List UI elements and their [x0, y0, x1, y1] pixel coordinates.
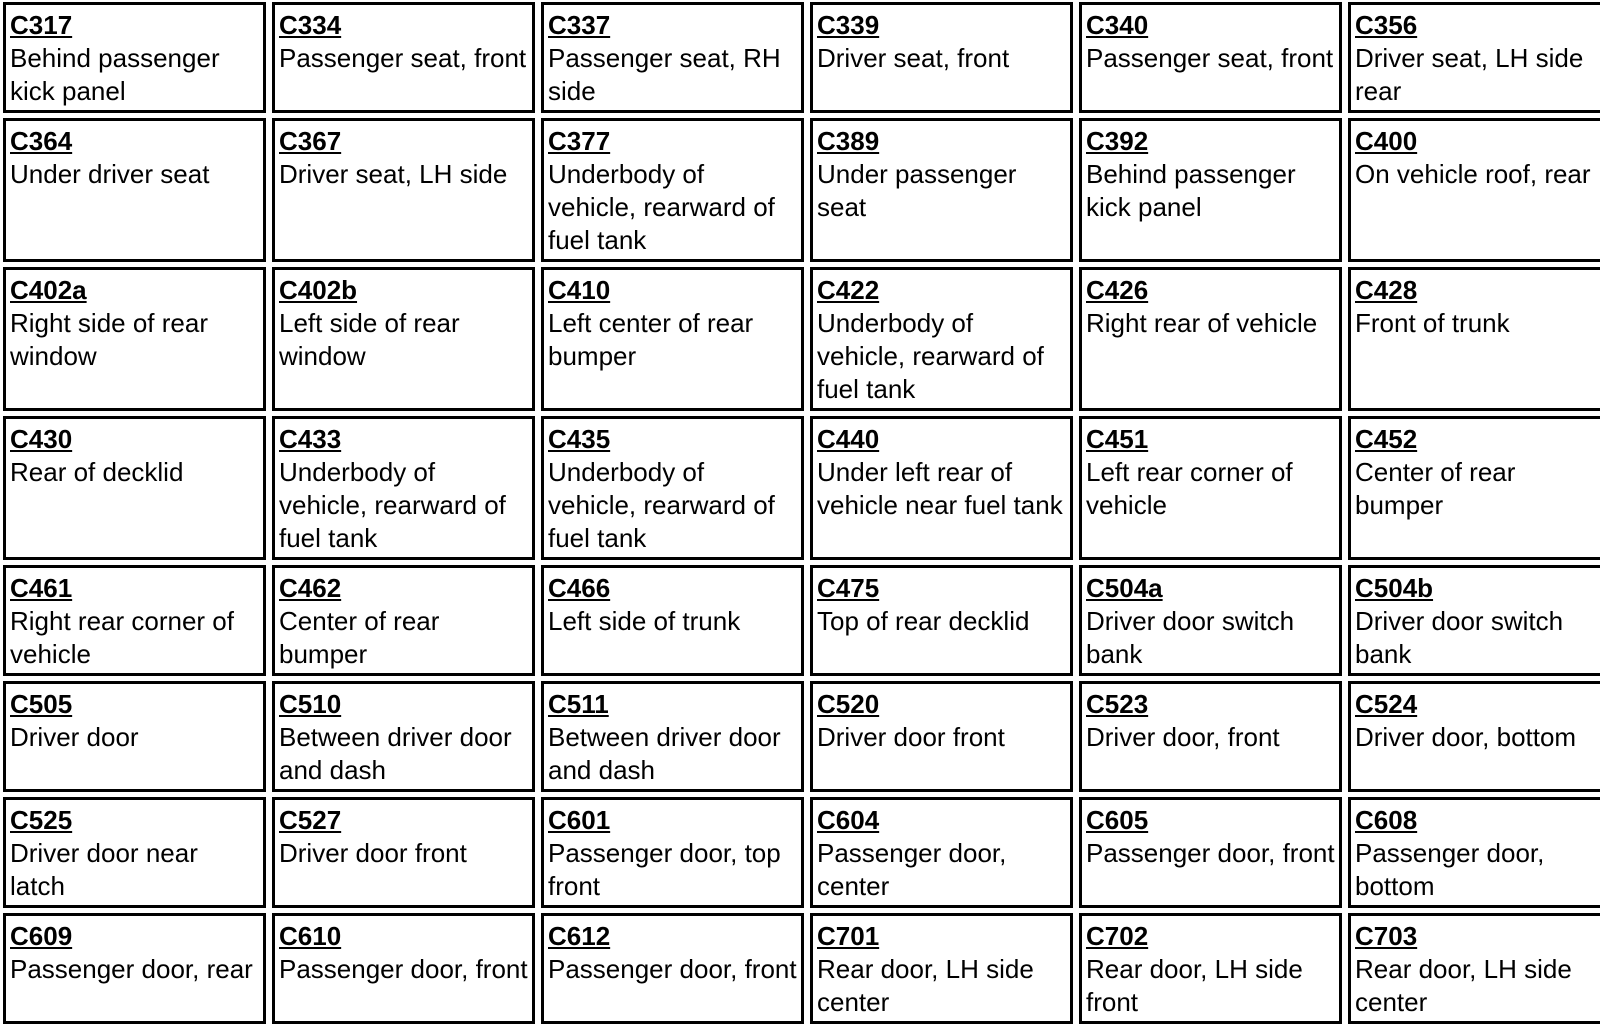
- connector-location: Passenger door, bottom: [1355, 838, 1545, 901]
- table-row: [3, 681, 1600, 792]
- connector-code: C452: [1355, 424, 1418, 454]
- connector-cell: [541, 797, 804, 908]
- connector-location: Passenger door, rear: [10, 954, 253, 984]
- connector-cell: [1348, 797, 1600, 908]
- connector-cell: [1348, 267, 1600, 411]
- connector-cell: [541, 2, 804, 113]
- connector-location: Between driver door and dash: [279, 722, 512, 785]
- connector-cell: [3, 118, 266, 262]
- connector-cell: [1348, 565, 1600, 676]
- connector-code: C377: [548, 126, 611, 156]
- connector-location: Driver seat, LH side rear: [1355, 43, 1584, 106]
- connector-cell: [541, 681, 804, 792]
- connector-cell: [1079, 565, 1342, 676]
- connector-code: C430: [10, 424, 73, 454]
- connector-cell: [810, 118, 1073, 262]
- connector-cell: [810, 2, 1073, 113]
- connector-location: Driver door, bottom: [1355, 722, 1577, 752]
- connector-code: C435: [548, 424, 611, 454]
- connector-location: Underbody of vehicle, rearward of fuel tank: [279, 457, 506, 553]
- connector-code: C510: [279, 689, 342, 719]
- connector-code: C402b: [279, 275, 358, 305]
- connector-code: C462: [279, 573, 342, 603]
- connector-cell: [1079, 2, 1342, 113]
- connector-code: C504a: [1086, 573, 1163, 603]
- connector-location: Rear of decklid: [10, 457, 184, 487]
- connector-code: C505: [10, 689, 73, 719]
- connector-cell: [272, 797, 535, 908]
- connector-code: C608: [1355, 805, 1418, 835]
- connector-cell: [3, 267, 266, 411]
- connector-cell: [3, 416, 266, 560]
- connector-code: C364: [10, 126, 73, 156]
- connector-cell: [272, 913, 535, 1024]
- connector-code: C356: [1355, 10, 1418, 40]
- connector-location: Underbody of vehicle, rearward of fuel tank: [817, 308, 1044, 404]
- connector-location: Passenger door, front: [548, 954, 797, 984]
- connector-cell: [1079, 118, 1342, 262]
- connector-location: Right rear corner of vehicle: [10, 606, 234, 669]
- connector-location: Between driver door and dash: [548, 722, 781, 785]
- connector-location: Driver door switch bank: [1355, 606, 1564, 669]
- connector-location: Left rear corner of vehicle: [1086, 457, 1293, 520]
- connector-cell: [810, 267, 1073, 411]
- connector-code: C426: [1086, 275, 1149, 305]
- table-row: [3, 416, 1600, 560]
- connector-cell: [3, 681, 266, 792]
- connector-cell: [810, 797, 1073, 908]
- connector-code: C523: [1086, 689, 1149, 719]
- table-row: [3, 267, 1600, 411]
- connector-cell: [1348, 913, 1600, 1024]
- connector-code: C525: [10, 805, 73, 835]
- connector-cell: [272, 267, 535, 411]
- connector-cell: [3, 2, 266, 113]
- connector-cell: [3, 797, 266, 908]
- connector-location: Driver door switch bank: [1086, 606, 1295, 669]
- connector-location: Behind passenger kick panel: [10, 43, 220, 106]
- connector-location: Passenger door, center: [817, 838, 1007, 901]
- connector-cell: [1348, 416, 1600, 560]
- connector-code: C466: [548, 573, 611, 603]
- connector-location: On vehicle roof, rear: [1355, 159, 1591, 189]
- connector-location: Under left rear of vehicle near fuel tank: [817, 457, 1063, 520]
- connector-location: Passenger door, top front: [548, 838, 781, 901]
- connector-code: C400: [1355, 126, 1418, 156]
- connector-code: C334: [279, 10, 342, 40]
- connector-location: Passenger seat, RH side: [548, 43, 781, 106]
- connector-code: C402a: [10, 275, 87, 305]
- connector-code: C605: [1086, 805, 1149, 835]
- connector-location: Driver door front: [817, 722, 1005, 752]
- connector-code: C337: [548, 10, 611, 40]
- connector-cell: [1348, 2, 1600, 113]
- connector-location: Driver seat, front: [817, 43, 1010, 73]
- connector-location: Underbody of vehicle, rearward of fuel tank: [548, 159, 775, 255]
- connector-code: C604: [817, 805, 880, 835]
- connector-code: C701: [817, 921, 880, 951]
- connector-code: C527: [279, 805, 342, 835]
- table-row: [3, 2, 1600, 113]
- connector-location: Under passenger seat: [817, 159, 1017, 222]
- connector-location: Left center of rear bumper: [548, 308, 754, 371]
- connector-cell: [272, 2, 535, 113]
- connector-code: C339: [817, 10, 880, 40]
- connector-code: C428: [1355, 275, 1418, 305]
- connector-cell: [272, 416, 535, 560]
- connector-code: C703: [1355, 921, 1418, 951]
- connector-code: C511: [548, 689, 609, 719]
- connector-code: C340: [1086, 10, 1149, 40]
- connector-code: C440: [817, 424, 880, 454]
- connector-code: C610: [279, 921, 342, 951]
- connector-cell: [1079, 416, 1342, 560]
- connector-location: Driver door front: [279, 838, 467, 868]
- connector-code: C520: [817, 689, 880, 719]
- connector-cell: [541, 913, 804, 1024]
- connector-cell: [3, 565, 266, 676]
- connector-location: Driver door near latch: [10, 838, 198, 901]
- connector-table-body: [3, 2, 1600, 1024]
- connector-location: Passenger seat, front: [279, 43, 527, 73]
- connector-code: C524: [1355, 689, 1418, 719]
- connector-cell: [810, 416, 1073, 560]
- connector-cell: [3, 913, 266, 1024]
- connector-cell: [272, 565, 535, 676]
- connector-cell: [1348, 118, 1600, 262]
- connector-cell: [272, 118, 535, 262]
- connector-code: C410: [548, 275, 611, 305]
- connector-code: C389: [817, 126, 880, 156]
- connector-cell: [541, 416, 804, 560]
- connector-cell: [541, 118, 804, 262]
- connector-location: Under driver seat: [10, 159, 210, 189]
- connector-location: Center of rear bumper: [1355, 457, 1516, 520]
- connector-code: C609: [10, 921, 73, 951]
- connector-location: Left side of rear window: [279, 308, 460, 371]
- connector-code: C392: [1086, 126, 1149, 156]
- connector-code: C461: [10, 573, 73, 603]
- connector-code: C612: [548, 921, 611, 951]
- connector-location: Rear door, LH side front: [1086, 954, 1303, 1017]
- table-row: [3, 565, 1600, 676]
- connector-cell: [1079, 797, 1342, 908]
- connector-cell: [1079, 267, 1342, 411]
- connector-location: Rear door, LH side center: [817, 954, 1034, 1017]
- connector-code: C317: [10, 10, 73, 40]
- connector-cell: [1079, 913, 1342, 1024]
- connector-cell: [810, 681, 1073, 792]
- connector-cell: [541, 565, 804, 676]
- connector-code: C451: [1086, 424, 1149, 454]
- connector-location: Driver door: [10, 722, 139, 752]
- table-row: [3, 797, 1600, 908]
- connector-location: Left side of trunk: [548, 606, 741, 636]
- connector-code: C504b: [1355, 573, 1434, 603]
- table-row: [3, 913, 1600, 1024]
- connector-location: Behind passenger kick panel: [1086, 159, 1296, 222]
- connector-location: Rear door, LH side center: [1355, 954, 1572, 1017]
- connector-code: C601: [548, 805, 611, 835]
- connector-location: Center of rear bumper: [279, 606, 440, 669]
- connector-location: Front of trunk: [1355, 308, 1510, 338]
- connector-code: C367: [279, 126, 342, 156]
- connector-location: Passenger seat, front: [1086, 43, 1334, 73]
- connector-location: Right rear of vehicle: [1086, 308, 1318, 338]
- connector-location: Underbody of vehicle, rearward of fuel tank: [548, 457, 775, 553]
- connector-location: Driver seat, LH side: [279, 159, 508, 189]
- table-row: [3, 118, 1600, 262]
- connector-location: Driver door, front: [1086, 722, 1280, 752]
- connector-cell: [1079, 681, 1342, 792]
- connector-location: Passenger door, front: [279, 954, 528, 984]
- connector-code: C422: [817, 275, 880, 305]
- connector-location: Passenger door, front: [1086, 838, 1335, 868]
- connector-code: C702: [1086, 921, 1149, 951]
- connector-cell: [541, 267, 804, 411]
- connector-cell: [1348, 681, 1600, 792]
- connector-cell: [272, 681, 535, 792]
- connector-cell: [810, 565, 1073, 676]
- connector-code: C433: [279, 424, 342, 454]
- connector-cell: [810, 913, 1073, 1024]
- connector-location: Right side of rear window: [10, 308, 208, 371]
- connector-location: Top of rear decklid: [817, 606, 1030, 636]
- connector-code: C475: [817, 573, 880, 603]
